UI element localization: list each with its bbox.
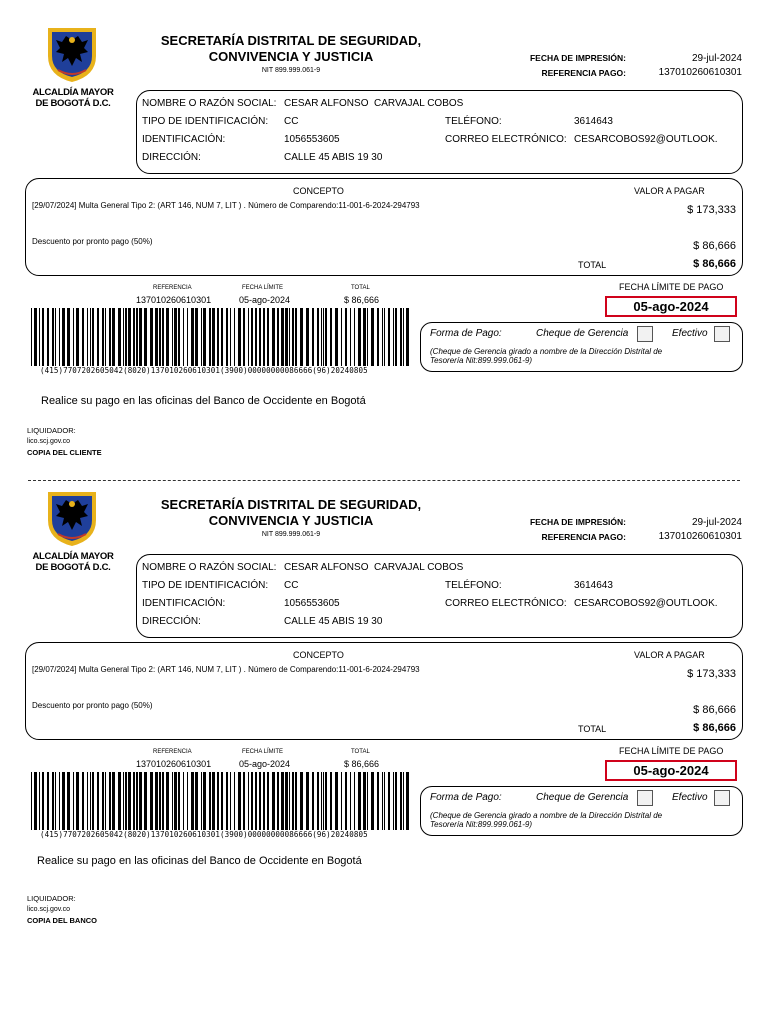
cash-checkbox[interactable]	[714, 790, 730, 806]
barcode-bar	[317, 772, 319, 830]
concept-line2: Descuento por pronto pago (50%)	[32, 701, 153, 710]
barcode-bar	[255, 772, 257, 830]
barcode-date-value: 05-ago-2024	[239, 295, 291, 305]
barcode-bar	[136, 308, 138, 366]
barcode-bar	[82, 308, 84, 366]
barcode-text: (415)7707202605042(8020)137010260610301(3900)00000000086666(96)20240805	[40, 366, 368, 375]
print-date: 29-jul-2024	[691, 517, 742, 528]
barcode-bar	[238, 772, 241, 830]
total-label: TOTAL	[578, 260, 607, 270]
barcode-bar	[102, 308, 104, 366]
barcode-bar	[31, 772, 32, 830]
barcode-bar	[62, 772, 65, 830]
barcode-bar	[183, 772, 184, 830]
barcode-bar	[172, 308, 173, 366]
barcode-bar	[285, 772, 288, 830]
barcode-bar	[139, 772, 142, 830]
barcode-bar	[251, 772, 253, 830]
barcode-bar	[335, 772, 338, 830]
barcode-bar	[289, 308, 290, 366]
print-date-label: FECHA DE IMPRESIÓN:	[529, 517, 626, 527]
payment-form-label: Forma de Pago:	[430, 328, 502, 339]
barcode-bar	[112, 308, 115, 366]
barcode-bar	[123, 772, 124, 830]
id-value: 1056553605	[284, 134, 340, 145]
barcode-bar	[123, 308, 124, 366]
barcode-bar	[178, 772, 180, 830]
payment-ref-label: REFERENCIA PAGO:	[541, 68, 626, 78]
barcode-text: (415)7707202605042(8020)137010260610301(3900)00000000086666(96)20240805	[40, 830, 368, 839]
barcode-bar	[212, 772, 215, 830]
barcode-bar	[277, 308, 279, 366]
barcode-bar	[248, 308, 249, 366]
id-type-label: TIPO DE IDENTIFICACIÓN:	[142, 580, 269, 591]
title-line1: SECRETARÍA DISTRITAL DE SEGURIDAD,	[160, 33, 422, 48]
nit: NIT 899.999.061-9	[261, 67, 321, 74]
payment-note-line1: (Cheque de Gerencia girado a nombre de la Dirección Distrital de	[430, 811, 663, 820]
address-label: DIRECCIÓN:	[142, 616, 201, 627]
concept-box	[25, 642, 743, 740]
id-type-label: TIPO DE IDENTIFICACIÓN:	[142, 116, 269, 127]
barcode-bar	[281, 772, 284, 830]
barcode-bar	[377, 772, 379, 830]
payment-form-box	[420, 786, 743, 836]
barcode-bar	[300, 308, 303, 366]
barcode-bar	[330, 308, 332, 366]
barcode-bar	[388, 772, 390, 830]
barcode-bar	[136, 772, 138, 830]
payment-ref: 137010260610301	[658, 531, 742, 542]
barcode-bar	[323, 772, 324, 830]
barcode-bar	[395, 772, 397, 830]
barcode-bar	[201, 772, 202, 830]
barcode-bar	[47, 308, 49, 366]
barcode-ref-value: 137010260610301	[136, 295, 212, 305]
barcode-bar	[406, 772, 409, 830]
barcode-ref-value: 137010260610301	[136, 759, 212, 769]
due-date-label: FECHA LÍMITE DE PAGO	[619, 746, 724, 756]
barcode-bar	[358, 772, 361, 830]
barcode-bar	[306, 772, 309, 830]
barcode-bar	[226, 772, 228, 830]
barcode-bar	[292, 772, 294, 830]
barcode-bar	[73, 772, 74, 830]
logo-caption-line1: ALCALDÍA MAYOR	[32, 551, 114, 562]
barcode-bar	[312, 308, 314, 366]
barcode-bar	[166, 308, 169, 366]
bank-message: Realice su pago en las oficinas del Banco de Occidente en Bogotá	[41, 395, 366, 407]
barcode-bar	[133, 772, 135, 830]
barcode-bar	[243, 772, 245, 830]
barcode-total-value: $ 86,666	[344, 759, 380, 769]
barcode-bar	[363, 772, 366, 830]
client-info-box	[136, 90, 743, 174]
nit: NIT 899.999.061-9	[261, 531, 321, 538]
barcode-bar	[403, 772, 404, 830]
barcode-bar	[42, 308, 44, 366]
concept-box	[25, 178, 743, 276]
barcode-bar	[317, 308, 319, 366]
barcode-total-label: TOTAL	[351, 285, 370, 291]
phone-label: TELÉFONO:	[445, 116, 502, 127]
concept-line2-value: $ 86,666	[693, 704, 736, 716]
email-value: CESARCOBOS92@OUTLOOK.	[574, 598, 718, 609]
barcode-bar	[400, 308, 402, 366]
barcode-bar	[34, 308, 37, 366]
barcode-bar	[144, 772, 147, 830]
logo-caption-line2: DE BOGOTÁ D.C.	[35, 562, 111, 573]
barcode-bar	[295, 772, 297, 830]
barcode-bar	[354, 308, 355, 366]
copy-label: COPIA DEL CLIENTE	[27, 448, 102, 457]
barcode-bar	[67, 772, 70, 830]
barcode-bar	[39, 772, 40, 830]
barcode-bar	[203, 308, 206, 366]
title-line2: CONVIVENCIA Y JUSTICIA	[208, 49, 374, 64]
barcode-bar	[118, 772, 121, 830]
barcode-bar	[277, 772, 279, 830]
concept-header: CONCEPTO	[293, 186, 344, 196]
barcode-bar	[87, 308, 88, 366]
barcode-bar	[341, 308, 342, 366]
barcode-bar	[325, 308, 327, 366]
barcode-bar	[150, 772, 153, 830]
id-label: IDENTIFICACIÓN:	[142, 598, 226, 609]
barcode-bar	[255, 308, 257, 366]
liquidator-label: LIQUIDADOR:	[27, 426, 76, 435]
barcode-bar	[285, 308, 288, 366]
barcode-bar	[76, 772, 79, 830]
barcode-bar	[62, 308, 65, 366]
bank-copy-slip	[0, 464, 768, 928]
phone-value: 3614643	[574, 116, 613, 127]
barcode-bar	[267, 772, 269, 830]
barcode-bar	[201, 308, 202, 366]
due-date-box: 05-ago-2024	[605, 760, 737, 781]
barcode-bar	[118, 308, 121, 366]
barcode-bar	[354, 772, 355, 830]
due-date-box: 05-ago-2024	[605, 296, 737, 317]
barcode-bar	[384, 308, 385, 366]
barcode-bar	[238, 308, 241, 366]
barcode-date-value: 05-ago-2024	[239, 759, 291, 769]
name-value: CESAR ALFONSO CARVAJAL COBOS	[284, 562, 464, 573]
barcode-bar	[393, 772, 394, 830]
name-value: CESAR ALFONSO CARVAJAL COBOS	[284, 98, 464, 109]
concept-line2-value: $ 86,666	[693, 240, 736, 252]
barcode-bar	[377, 308, 379, 366]
barcode-bar	[393, 308, 394, 366]
barcode-bar	[217, 772, 219, 830]
value-header: VALOR A PAGAR	[634, 186, 705, 196]
liquidator-value: lico.scj.gov.co	[27, 438, 71, 445]
phone-label: TELÉFONO:	[445, 580, 502, 591]
barcode-bar	[382, 772, 383, 830]
barcode-bar	[406, 308, 409, 366]
barcode-bar	[159, 772, 161, 830]
barcode-bar	[92, 308, 94, 366]
barcode-bar	[159, 308, 161, 366]
barcode-bar	[187, 772, 188, 830]
barcode-bar	[133, 308, 135, 366]
barcode-bar	[150, 308, 153, 366]
barcode-bar	[191, 772, 194, 830]
barcode-bar	[90, 308, 91, 366]
barcode-date-label: FECHA LÍMITE	[242, 749, 284, 755]
barcode-bar	[263, 772, 265, 830]
name-label: NOMBRE O RAZÓN SOCIAL:	[142, 562, 277, 573]
barcode-bar	[382, 308, 383, 366]
barcode-bar	[203, 772, 206, 830]
barcode-bar	[52, 308, 54, 366]
print-date: 29-jul-2024	[691, 53, 742, 64]
barcode-bar	[92, 772, 94, 830]
barcode-bar	[388, 308, 390, 366]
concept-line1-value: $ 173,333	[687, 668, 736, 680]
barcode-bar	[281, 308, 284, 366]
total-value: $ 86,666	[693, 722, 736, 734]
barcode-bar	[209, 308, 211, 366]
total-value: $ 86,666	[693, 258, 736, 270]
email-value: CESARCOBOS92@OUTLOOK.	[574, 134, 718, 145]
coat-of-arms-logo	[44, 490, 100, 553]
barcode-bar	[55, 772, 56, 830]
barcode-bar	[363, 308, 366, 366]
title-line2: CONVIVENCIA Y JUSTICIA	[208, 513, 374, 528]
barcode-bar	[248, 772, 249, 830]
bank-message: Realice su pago en las oficinas del Banco de Occidente en Bogotá	[37, 855, 362, 867]
barcode-bar	[172, 772, 173, 830]
barcode-bar	[187, 308, 188, 366]
barcode-bar	[272, 772, 275, 830]
client-copy-slip	[0, 0, 768, 464]
barcode-bar	[371, 772, 374, 830]
barcode-bar	[221, 308, 223, 366]
barcode-bar	[289, 772, 290, 830]
barcode-bar	[31, 308, 32, 366]
barcode-bar	[155, 772, 158, 830]
barcode-bar	[52, 772, 54, 830]
id-type-value: CC	[284, 116, 299, 127]
barcode-total-label: TOTAL	[351, 749, 370, 755]
barcode-bar	[345, 772, 347, 830]
barcode-bar	[39, 308, 40, 366]
barcode-date-label: FECHA LÍMITE	[242, 285, 284, 291]
print-date-label: FECHA DE IMPRESIÓN:	[529, 53, 626, 63]
barcode-bar	[90, 772, 91, 830]
barcode-bar	[335, 308, 338, 366]
barcode-bar	[162, 772, 164, 830]
barcode-bar	[125, 308, 127, 366]
cash-checkbox[interactable]	[714, 326, 730, 342]
barcode-bar	[42, 772, 44, 830]
barcode-bar	[312, 772, 314, 830]
barcode-bar	[195, 308, 198, 366]
barcode-bar	[87, 772, 88, 830]
value-header: VALOR A PAGAR	[634, 650, 705, 660]
cash-label: Efectivo	[672, 328, 708, 339]
concept-line1: [29/07/2024] Multa General Tipo 2: (ART 146, NUM 7, LIT ) . Número de Comparendo:11-001-6-2024-294793	[32, 201, 420, 210]
barcode-bar	[73, 308, 74, 366]
barcode-bar	[109, 308, 111, 366]
barcode-bar	[263, 308, 265, 366]
cheque-label: Cheque de Gerencia	[536, 328, 629, 339]
payment-note-line2: Tesorería Nit:899.999.061-9)	[430, 356, 532, 365]
barcode-bar	[105, 308, 106, 366]
barcode-bar	[97, 308, 99, 366]
address-value: CALLE 45 ABIS 19 30	[284, 616, 383, 627]
barcode-ref-label: REFERENCIA	[153, 285, 192, 291]
barcode-bar	[234, 772, 235, 830]
id-value: 1056553605	[284, 598, 340, 609]
address-value: CALLE 45 ABIS 19 30	[284, 152, 383, 163]
barcode-bar	[330, 772, 332, 830]
barcode-bar	[212, 308, 215, 366]
barcode-bar	[144, 308, 147, 366]
barcode-bar	[82, 772, 84, 830]
barcode-bar	[76, 308, 79, 366]
concept-header: CONCEPTO	[293, 650, 344, 660]
barcode-bar	[174, 308, 177, 366]
title-line1: SECRETARÍA DISTRITAL DE SEGURIDAD,	[160, 497, 422, 512]
barcode-bar	[55, 308, 56, 366]
coat-of-arms-logo	[44, 26, 100, 89]
barcode-bar	[321, 772, 322, 830]
barcode-bar	[403, 308, 404, 366]
barcode-bar	[358, 308, 361, 366]
barcode-bar	[367, 772, 368, 830]
barcode-bar	[47, 772, 49, 830]
barcode-bar	[367, 308, 368, 366]
barcode-bar	[97, 772, 99, 830]
total-label: TOTAL	[578, 724, 607, 734]
concept-line1: [29/07/2024] Multa General Tipo 2: (ART 146, NUM 7, LIT ) . Número de Comparendo:11-001-6-2024-294793	[32, 665, 420, 674]
barcode-bar	[209, 772, 211, 830]
cheque-checkbox[interactable]	[637, 326, 653, 342]
barcode-bar	[155, 308, 158, 366]
barcode-bar	[59, 772, 60, 830]
barcode-bar	[350, 772, 351, 830]
barcode-bar	[306, 308, 309, 366]
barcode-bar	[323, 308, 324, 366]
barcode-bar	[321, 308, 322, 366]
barcode-bar	[345, 308, 347, 366]
barcode-bar	[395, 308, 397, 366]
barcode-bar	[267, 308, 269, 366]
barcode	[31, 308, 409, 366]
barcode-bar	[272, 308, 275, 366]
barcode-bar	[166, 772, 169, 830]
liquidator-value: lico.scj.gov.co	[27, 906, 71, 913]
logo-caption-line2: DE BOGOTÁ D.C.	[35, 98, 111, 109]
barcode-bar	[195, 772, 198, 830]
barcode-bar	[259, 772, 261, 830]
barcode-bar	[102, 772, 104, 830]
barcode-bar	[221, 772, 223, 830]
payment-form-box	[420, 322, 743, 372]
name-label: NOMBRE O RAZÓN SOCIAL:	[142, 98, 277, 109]
barcode-bar	[178, 308, 180, 366]
barcode-bar	[109, 772, 111, 830]
due-date-label: FECHA LÍMITE DE PAGO	[619, 282, 724, 292]
copy-label: COPIA DEL BANCO	[27, 916, 98, 925]
id-type-value: CC	[284, 580, 299, 591]
address-label: DIRECCIÓN:	[142, 152, 201, 163]
barcode-bar	[174, 772, 177, 830]
barcode-bar	[139, 308, 142, 366]
payment-note-line1: (Cheque de Gerencia girado a nombre de la Dirección Distrital de	[430, 347, 663, 356]
id-label: IDENTIFICACIÓN:	[142, 134, 226, 145]
barcode-bar	[341, 772, 342, 830]
barcode-bar	[162, 308, 164, 366]
barcode-bar	[259, 308, 261, 366]
barcode-bar	[128, 308, 131, 366]
barcode-bar	[400, 772, 402, 830]
barcode-bar	[292, 308, 294, 366]
barcode-bar	[251, 308, 253, 366]
cheque-label: Cheque de Gerencia	[536, 792, 629, 803]
barcode-bar	[230, 308, 231, 366]
barcode-bar	[128, 772, 131, 830]
barcode-bar	[34, 772, 37, 830]
phone-value: 3614643	[574, 580, 613, 591]
client-info-box	[136, 554, 743, 638]
barcode-bar	[217, 308, 219, 366]
barcode-bar	[125, 772, 127, 830]
barcode-bar	[183, 308, 184, 366]
barcode-bar	[105, 772, 106, 830]
payment-form-label: Forma de Pago:	[430, 792, 502, 803]
concept-line1-value: $ 173,333	[687, 204, 736, 216]
concept-line2: Descuento por pronto pago (50%)	[32, 237, 153, 246]
barcode-bar	[300, 772, 303, 830]
cash-label: Efectivo	[672, 792, 708, 803]
barcode-bar	[371, 308, 374, 366]
barcode-bar	[350, 308, 351, 366]
barcode-bar	[226, 308, 228, 366]
payment-ref-label: REFERENCIA PAGO:	[541, 532, 626, 542]
cheque-checkbox[interactable]	[637, 790, 653, 806]
barcode-bar	[112, 772, 115, 830]
barcode-bar	[230, 772, 231, 830]
liquidator-label: LIQUIDADOR:	[27, 894, 76, 903]
barcode-bar	[243, 308, 245, 366]
logo-caption-line1: ALCALDÍA MAYOR	[32, 87, 114, 98]
barcode-ref-label: REFERENCIA	[153, 749, 192, 755]
barcode-bar	[67, 308, 70, 366]
barcode-bar	[384, 772, 385, 830]
barcode-total-value: $ 86,666	[344, 295, 380, 305]
payment-note-line2: Tesorería Nit:899.999.061-9)	[430, 820, 532, 829]
barcode-bar	[325, 772, 327, 830]
email-label: CORREO ELECTRÓNICO:	[445, 598, 567, 609]
payment-ref: 137010260610301	[658, 67, 742, 78]
barcode-bar	[191, 308, 194, 366]
barcode-bar	[59, 308, 60, 366]
barcode-bar	[295, 308, 297, 366]
barcode	[31, 772, 409, 830]
email-label: CORREO ELECTRÓNICO:	[445, 134, 567, 145]
barcode-bar	[234, 308, 235, 366]
